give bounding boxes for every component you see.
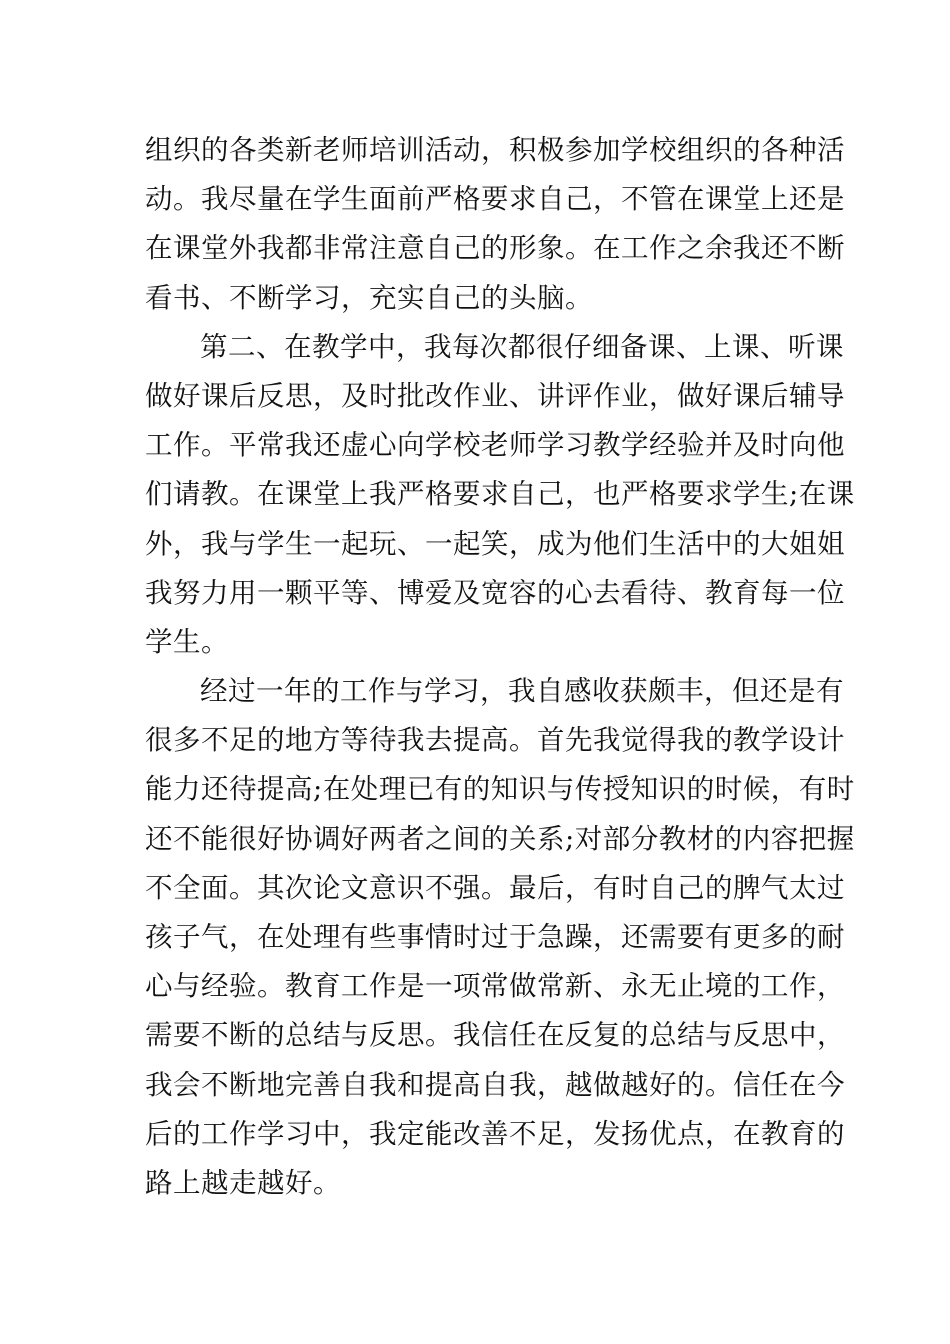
- text-line: 路上越走越好。: [145, 1166, 341, 1199]
- text-line: 我努力用一颗平等、博爱及宽容的心去看待、教育每一位: [145, 576, 845, 609]
- paragraph-2: [145, 323, 855, 667]
- text-line: 外，我与学生一起玩、一起笑，成为他们生活中的大姐姐: [145, 527, 845, 560]
- text-line: 做好课后反思，及时批改作业、讲评作业，做好课后辅导: [145, 379, 845, 412]
- text-line: 动。我尽量在学生面前严格要求自己，不管在课堂上还是: [145, 183, 845, 216]
- text-line-indented: 经过一年的工作与学习，我自感收获颇丰，但还是有: [200, 675, 844, 708]
- text-line: 不全面。其次论文意识不强。最后，有时自己的脾气太过: [145, 871, 845, 904]
- text-line: 在课堂外我都非常注意自己的形象。在工作之余我还不断: [145, 232, 845, 265]
- text-line: 们请教。在课堂上我严格要求自己，也严格要求学生;在课: [145, 478, 855, 511]
- document-body: [145, 126, 855, 1208]
- text-line: 孩子气，在处理有些事情时过于急躁，还需要有更多的耐: [145, 921, 845, 953]
- text-line: 我会不断地完善自我和提高自我，越做越好的。信任在今: [145, 1068, 845, 1101]
- text-line: 心与经验。教育工作是一项常做常新、永无止境的工作，: [145, 970, 845, 1003]
- text-line-indented: 第二、在教学中，我每次都很仔细备课、上课、听课: [200, 330, 844, 363]
- text-line: 工作。平常我还虚心向学校老师学习教学经验并及时向他: [145, 429, 845, 462]
- text-line: 能力还待提高;在处理已有的知识与传授知识的时候，有时: [145, 773, 855, 806]
- text-line: 看书、不断学习，充实自己的头脑。: [145, 281, 593, 314]
- text-line: 组织的各类新老师培训活动，积极参加学校组织的各种活: [145, 134, 845, 166]
- text-line: 学生。: [145, 625, 229, 658]
- text-line: 很多不足的地方等待我去提高。首先我觉得我的教学设计: [145, 724, 845, 757]
- text-line: 后的工作学习中，我定能改善不足，发扬优点，在教育的: [145, 1117, 845, 1150]
- text-line: 需要不断的总结与反思。我信任在反复的总结与反思中，: [145, 1019, 845, 1052]
- text-line: 还不能很好协调好两者之间的关系;对部分教材的内容把握: [145, 822, 855, 855]
- paragraph-3: [145, 667, 855, 1208]
- paragraph-1: [145, 126, 845, 323]
